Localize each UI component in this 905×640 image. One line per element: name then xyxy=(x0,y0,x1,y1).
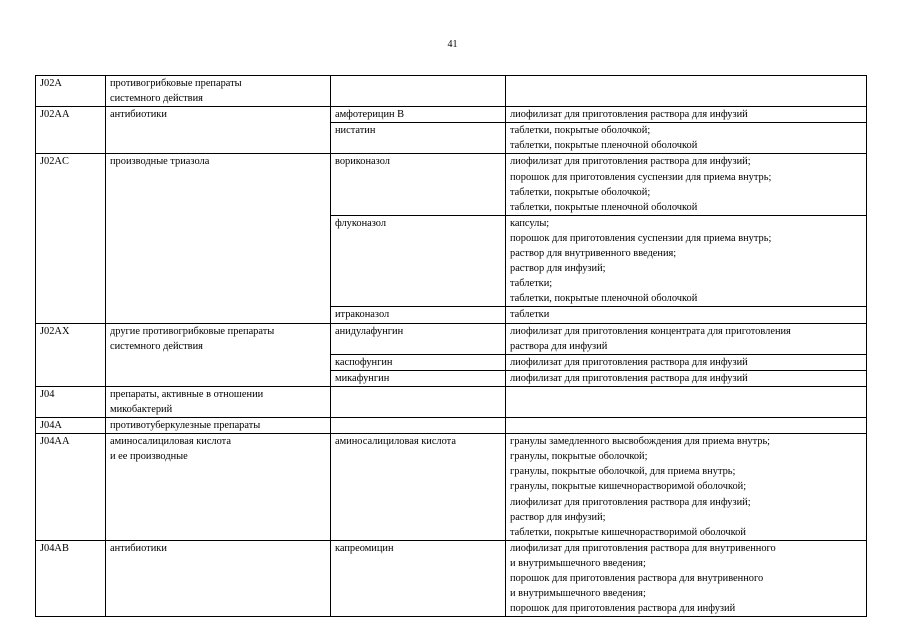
drug-name-cell-line: аминосалициловая кислота xyxy=(335,436,456,448)
drug-name-cell-line: флуконазол xyxy=(335,217,387,229)
anatomical-group-cell-line: аминосалициловая кислота xyxy=(110,436,231,448)
dosage-form-cell xyxy=(506,123,867,154)
drug-name-cell xyxy=(331,418,506,434)
anatomical-group-cell xyxy=(106,540,331,616)
dosage-form-cell-line: лиофилизат для приготовления раствора для инфузий; xyxy=(510,496,751,508)
table-body xyxy=(36,76,867,617)
dosage-form-cell xyxy=(506,540,867,616)
anatomical-group-cell-line: препараты, активные в отношении xyxy=(110,388,264,400)
table-row xyxy=(36,323,867,354)
dosage-form-cell-line: таблетки, покрытые кишечнорастворимой оболочкой xyxy=(510,526,746,538)
anatomical-group-cell xyxy=(106,107,331,154)
dosage-form-cell-line: гранулы замедленного высвобождения для приема внутрь; xyxy=(510,436,771,448)
atc-code-cell: J04 xyxy=(36,386,106,417)
drug-name-cell xyxy=(331,323,506,354)
dosage-form-cell-line: порошок для приготовления раствора для внутривенного xyxy=(510,573,764,584)
drug-name-cell xyxy=(331,354,506,370)
table-row xyxy=(36,540,867,616)
dosage-form-cell-line: таблетки, покрытые пленочной оболочкой xyxy=(510,140,698,152)
dosage-form-cell xyxy=(506,418,867,434)
dosage-form-cell-line: порошок для приготовления суспензии для приема внутрь; xyxy=(510,232,772,244)
drug-name-cell xyxy=(331,540,506,616)
atc-code-cell: J02AC xyxy=(36,154,106,323)
anatomical-group-cell xyxy=(106,76,331,107)
dosage-form-cell-line: лиофилизат для приготовления раствора для инфузий; xyxy=(510,156,751,168)
dosage-form-cell-line: таблетки; xyxy=(510,278,553,290)
anatomical-group-cell xyxy=(106,323,331,386)
dosage-form-cell xyxy=(506,370,867,386)
drug-name-cell-line: микафунгин xyxy=(335,372,390,384)
anatomical-group-cell xyxy=(106,434,331,541)
dosage-form-cell xyxy=(506,107,867,123)
dosage-form-cell-line: лиофилизат для приготовления раствора для инфузий xyxy=(510,372,748,384)
atc-code-cell: J02A xyxy=(36,76,106,107)
drug-name-cell-line: каспофунгин xyxy=(335,356,393,368)
drug-name-cell xyxy=(331,370,506,386)
dosage-form-cell-line: и внутримышечного введения; xyxy=(510,557,646,569)
dosage-form-cell-line: таблетки, покрытые пленочной оболочкой xyxy=(510,201,698,213)
anatomical-group-cell xyxy=(106,154,331,323)
dosage-form-cell-line: гранулы, покрытые оболочкой; xyxy=(510,451,648,463)
dosage-form-cell-line: лиофилизат для приготовления раствора для инфузий xyxy=(510,356,748,368)
anatomical-group-cell-line: системного действия xyxy=(110,340,203,352)
dosage-form-cell-line: раствор для внутривенного введения; xyxy=(510,248,677,260)
atc-code-cell: J04AB xyxy=(36,540,106,616)
dosage-form-cell xyxy=(506,307,867,323)
dosage-form-cell xyxy=(506,386,867,417)
anatomical-group-cell-line: и ее производные xyxy=(110,451,188,463)
dosage-form-cell-line: раствора для инфузий xyxy=(510,340,608,352)
dosage-form-cell-line: таблетки, покрытые оболочкой; xyxy=(510,125,651,137)
anatomical-group-cell-line: производные триазола xyxy=(110,156,210,168)
dosage-form-cell xyxy=(506,76,867,107)
dosage-form-cell xyxy=(506,354,867,370)
atc-code-cell: J02AX xyxy=(36,323,106,386)
atc-drug-table xyxy=(35,75,867,617)
anatomical-group-cell-line: микобактерий xyxy=(110,403,173,415)
drug-name-cell-line: капреомицин xyxy=(335,542,394,554)
atc-code-cell: J04A xyxy=(36,418,106,434)
drug-name-cell xyxy=(331,107,506,123)
dosage-form-cell-line: гранулы, покрытые кишечнорастворимой оболочкой; xyxy=(510,481,747,493)
dosage-form-cell xyxy=(506,434,867,541)
table-row xyxy=(36,386,867,417)
table-row xyxy=(36,76,867,107)
anatomical-group-cell xyxy=(106,386,331,417)
anatomical-group-cell-line: другие противогрибковые препараты xyxy=(110,325,275,337)
dosage-form-cell-line: таблетки xyxy=(510,309,550,321)
dosage-form-cell xyxy=(506,323,867,354)
dosage-form-cell-line: таблетки, покрытые пленочной оболочкой xyxy=(510,293,698,305)
table-row xyxy=(36,154,867,215)
atc-code-cell: J02AA xyxy=(36,107,106,154)
drug-name-cell xyxy=(331,154,506,215)
dosage-form-cell-line: лиофилизат для приготовления концентрата для приготовления xyxy=(510,325,791,337)
drug-name-cell xyxy=(331,307,506,323)
anatomical-group-cell-line: системного действия xyxy=(110,93,203,105)
dosage-form-cell-line: лиофилизат для приготовления раствора для инфузий xyxy=(510,109,748,121)
drug-name-cell-line: вориконазол xyxy=(335,156,390,168)
anatomical-group-cell-line: антибиотики xyxy=(110,109,167,121)
table-row xyxy=(36,434,867,541)
dosage-form-cell-line: таблетки, покрытые оболочкой; xyxy=(510,186,651,198)
drug-name-cell-line: нистатин xyxy=(335,125,376,137)
anatomical-group-cell-line: антибиотики xyxy=(110,542,167,554)
drug-name-cell xyxy=(331,123,506,154)
dosage-form-cell-line: порошок для приготовления раствора для инфузий xyxy=(510,603,736,615)
anatomical-group-cell-line: противотуберкулезные препараты xyxy=(110,420,261,432)
dosage-form-cell-line: и внутримышечного введения; xyxy=(510,588,646,600)
dosage-form-cell-line: гранулы, покрытые оболочкой, для приема внутрь; xyxy=(510,466,736,478)
drug-name-cell-line: амфотерицин В xyxy=(335,109,405,121)
drug-name-cell-line: итраконазол xyxy=(335,309,390,321)
atc-code-cell: J04AA xyxy=(36,434,106,541)
dosage-form-cell-line: раствор для инфузий; xyxy=(510,511,606,523)
dosage-form-cell-line: лиофилизат для приготовления раствора для внутривенного xyxy=(510,542,776,554)
drug-name-cell xyxy=(331,76,506,107)
anatomical-group-cell xyxy=(106,418,331,434)
dosage-form-cell xyxy=(506,215,867,307)
dosage-form-cell-line: капсулы; xyxy=(510,217,550,229)
drug-name-cell xyxy=(331,434,506,541)
drug-name-cell xyxy=(331,386,506,417)
dosage-form-cell xyxy=(506,154,867,215)
anatomical-group-cell-line: противогрибковые препараты xyxy=(110,78,242,89)
table-row xyxy=(36,418,867,434)
table-row xyxy=(36,107,867,123)
dosage-form-cell-line: порошок для приготовления суспензии для приема внутрь; xyxy=(510,171,772,183)
drug-name-cell-line: анидулафунгин xyxy=(335,325,404,337)
drug-name-cell xyxy=(331,215,506,307)
dosage-form-cell-line: раствор для инфузий; xyxy=(510,263,606,275)
page-number: 41 xyxy=(447,39,458,50)
